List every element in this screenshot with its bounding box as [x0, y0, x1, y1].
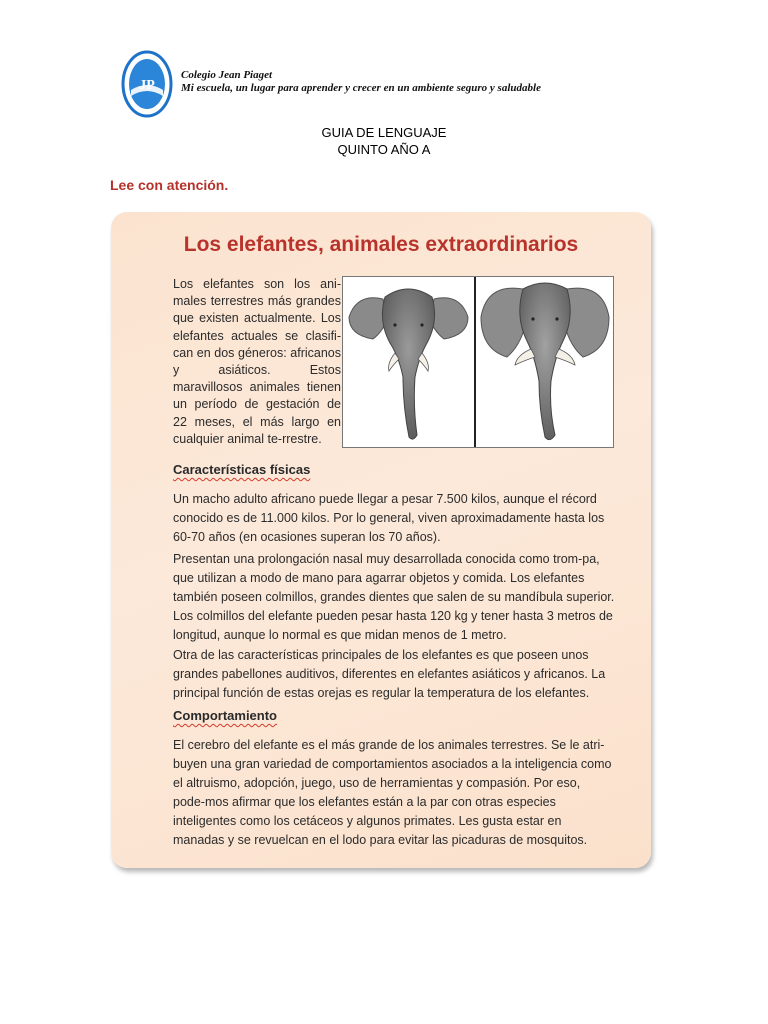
image-divider: [474, 277, 476, 447]
paragraph-trunk-tusks: Presentan una prolongación nasal muy desarrollada conocida como trom-pa, que utilizan a modo de mano para agarrar objetos y comida. Los elefantes también poseen colmillos, grandes dientes que salen de su mandíbula superior. Los colmillos del elefante pueden pesar hasta 120 kg y tener hasta 3 metros de longitud, aunque lo normal es que midan menos de 1 metro.: [173, 552, 615, 642]
article-intro: Los elefantes son los ani-males terrestres más grandes que existen actualmente. Los elefantes actuales se clasifi-can en dos géneros: africanos y asiáticos. Estos maravillosos animales tienen un período de gestación de 22 meses, el más largo en cualquier animal te-rrestre.: [173, 277, 341, 446]
guide-title-line2: QUINTO AÑO A: [337, 142, 431, 157]
elephant-images: [342, 276, 614, 448]
guide-title: [0, 124, 768, 158]
school-logo: [121, 50, 173, 118]
section-heading-physical-text: Características físicas: [173, 462, 311, 477]
section-heading-behavior: [173, 708, 277, 723]
article-card: [111, 212, 651, 868]
school-header: [181, 69, 541, 95]
paragraph-weight: Un macho adulto africano puede llegar a pesar 7.500 kilos, aunque el récord conocido es de 11.000 kilos. Por lo general, viven aproximadamente hasta los 60-70 años (en ocasiones superan los 70 años).: [173, 492, 605, 544]
article-title: Los elefantes, animales extraordinarios: [183, 233, 579, 256]
section-heading-physical: [173, 462, 310, 477]
paragraph-ears: Otra de las características principales de los elefantes es que poseen unos grandes pabellones auditivos, diferentes en elefantes asiáticos y africanos. La principal función de estas orejas es regular la temperatura de los elefantes.: [173, 648, 606, 700]
guide-title-line1: GUIA DE LENGUAJE: [321, 125, 447, 140]
school-motto: Mi escuela, un lugar para aprender y crecer en un ambiente seguro y saludable: [181, 82, 541, 94]
african-elephant-illustration: [477, 277, 613, 447]
paragraph-behavior: El cerebro del elefante es el más grande de los animales terrestres. Se le atri-buyen una gran variedad de comportamientos asociados a la inteligencia como el altruismo, adopción, juego, uso de herramientas y compasión. Por eso, pode-mos afirmar que los elefantes están a la par con otras especies inteligentes como los cetáceos y algunos primates. Les gusta estar en manadas y se revuelcan en el lodo para evitar las picaduras de mosquitos.: [173, 738, 612, 847]
school-name: Colegio Jean Piaget: [181, 69, 273, 81]
logo-letters: JP: [139, 78, 155, 93]
reading-instruction: Lee con atención.: [110, 177, 229, 193]
asian-elephant-illustration: [343, 277, 474, 447]
section-heading-behavior-text: Comportamiento: [173, 708, 277, 723]
